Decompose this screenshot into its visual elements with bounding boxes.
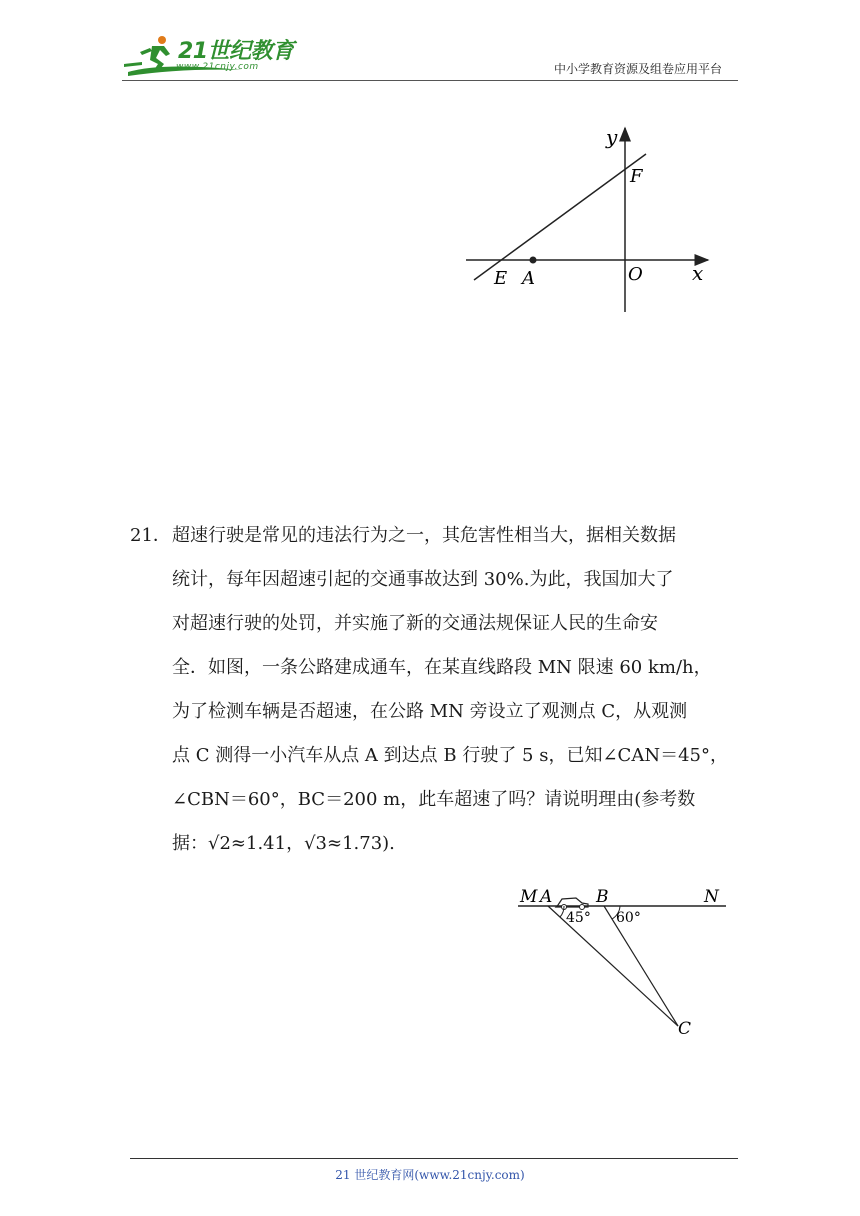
label-b: B (596, 887, 609, 907)
problem-line: 为了检测车辆是否超速，在公路 MN 旁设立了观测点 C，从观测 (172, 701, 688, 722)
problem-line: 超速行驶是常见的违法行为之一，其危害性相当大，据相关数据 (172, 525, 676, 546)
header-platform-text: 中小学教育资源及组卷应用平台 (553, 62, 722, 76)
problem-line: 据：√2≈1.41，√3≈1.73). (172, 833, 395, 854)
coordinate-figure (460, 122, 720, 318)
angle-45-label: 45° (566, 910, 591, 926)
problem-number: 21． (130, 525, 171, 546)
problem-line: 对超速行驶的处罚，并实施了新的交通法规保证人民的生命安 (172, 613, 658, 634)
point-a (530, 257, 537, 264)
logo-url: www.21cnjy.com (176, 62, 259, 72)
problem-line: 全．如图，一条公路建成通车，在某直线路段 MN 限速 60 km/h， (172, 657, 712, 678)
problem-line: 统计，每年因超速引起的交通事故达到 30%.为此，我国加大了 (172, 569, 674, 590)
logo-text: 21世纪教育 (178, 39, 294, 64)
problem-line: ∠CBN＝60°，BC＝200 m，此车超速了吗？请说明理由(参考数 (172, 789, 696, 810)
label-a2: A (540, 887, 553, 907)
label-o: O (628, 264, 643, 285)
road-figure (508, 874, 732, 1044)
label-n: N (704, 887, 719, 907)
angle-60-label: 60° (616, 910, 641, 926)
label-e: E (494, 268, 508, 289)
line-ef (474, 154, 646, 280)
footer-divider (130, 1158, 738, 1159)
label-f: F (630, 166, 643, 187)
label-c: C (678, 1019, 692, 1039)
label-x: x (692, 261, 704, 285)
label-y: y (606, 125, 618, 149)
label-a: A (522, 268, 535, 289)
car-icon (556, 898, 588, 910)
label-m: M (520, 887, 538, 907)
header-divider (122, 80, 738, 81)
problem-line: 点 C 测得一小汽车从点 A 到达点 B 行驶了 5 s，已知∠CAN＝45°， (172, 745, 728, 766)
footer-text: 21 世纪教育网(www.21cnjy.com) (335, 1168, 525, 1182)
